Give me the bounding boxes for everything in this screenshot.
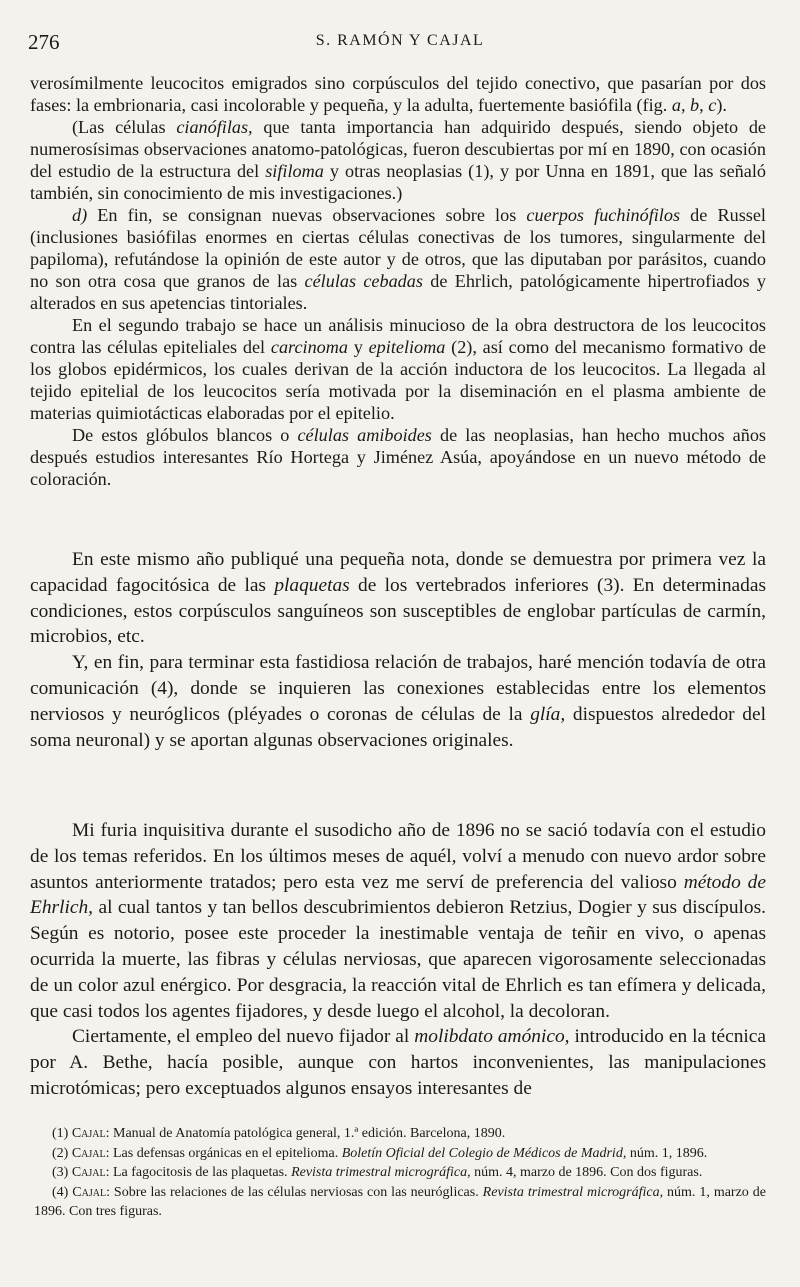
footnote: (1) Cajal: Manual de Anatomía patológica general, 1.ª edición. Barcelona, 1890. xyxy=(52,1126,506,1141)
paragraph: Y, en fin, para terminar esta fastidiosa relación de trabajos, haré mención todavía de otra comunicación (4), donde se inquieren las conexiones establecidas entre los elementos nerviosos y neuróglicos (pléyades o coronas de células de la glía, dispuestos alrededor del soma neuronal) y se aportan algunas observaciones originales. xyxy=(30,652,766,751)
paragraph: En el segundo trabajo se hace un análisis minucioso de la obra destructora de los leucocitos contra las células epiteliales del carcinoma y epitelioma (2), así como del mecanismo formativo de los globos epidérmicos, los cuales derivan de la acción inductora de los leucocitos. La llegada al tejido epitelial de los leucocitos sería motivada por la diseminación en el plasma ambiente de materias quimiotácticas elaboradas por el epitelio. xyxy=(30,315,766,423)
paragraph: Ciertamente, el empleo del nuevo fijador al molibdato amónico, introducido en la técnica por A. Bethe, hacía posible, aunque con hartos inconvenientes, las manipulaciones microtómicas; pero exceptuados algunos ensayos interesantes de xyxy=(30,1026,766,1099)
text-block-3 xyxy=(30,818,766,1102)
paragraph: d) En fin, se consignan nuevas observaciones sobre los cuerpos fuchinófilos de Russel (inclusiones basiófilas enormes en ciertas células conectivas de los tumores, singularmente del papiloma), refutándose la opinión de este autor y de otros, que las diputaban por parásitos, cuando no son otra cosa que granos de las células cebadas de Ehrlich, patológicamente hipertrofiados y alterados en sus apetencias tintoriales. xyxy=(30,205,766,313)
paragraph: Mi furia inquisitiva durante el susodicho año de 1896 no se sació todavía con el estudio de los temas referidos. En los últimos meses de aquél, volví a menudo con nuevo ardor sobre asuntos anteriormente tratados; pero esta vez me serví de preferencia del valioso método de Ehrlich, al cual tantos y tan bellos descubrimientos debieron Retzius, Dogier y sus discípulos. Según es notorio, posee este proceder la inestimable ventaja de teñir en vivo, o apenas ocurrida la muerte, las fibras y células nerviosas, que aparecen vigorosamente seleccionadas de un color azul enérgico. Por desgracia, la reacción vital de Ehrlich es tan efímera y delicada, que casi todos los agentes fijadores, y desde luego el alcohol, la decoloran. xyxy=(30,820,766,1022)
footnote: (3) Cajal: La fagocitosis de las plaquetas. Revista trimestral micrográfica, núm. 4, marzo de 1896. Con dos figuras. xyxy=(52,1165,703,1180)
running-head xyxy=(28,30,772,56)
footnote: (2) Cajal: Las defensas orgánicas en el epitelioma. Boletín Oficial del Colegio de Médicos de Madrid, núm. 1, 1896. xyxy=(52,1145,708,1161)
paragraph: (Las células cianófilas, que tanta importancia han adquirido después, siendo objeto de numerosísimas observaciones anatomo-patológicas, fueron descubiertas por mí en 1890, con ocasión del estudio de la estructura del sifiloma y otras neoplasias (1), y por Unna en 1891, que las señaló también, sin conocimiento de mis investigaciones.) xyxy=(30,117,767,203)
page-number: 276 xyxy=(28,30,60,54)
paragraph: De estos glóbulos blancos o células amiboides de las neoplasias, han hecho muchos años después estudios interesantes Río Hortega y Jiménez Asúa, apoyándose en un nuevo método de coloración. xyxy=(30,425,766,489)
footnotes xyxy=(34,1124,766,1222)
text-block-1 xyxy=(30,72,766,490)
paragraph: verosímilmente leucocitos emigrados sino corpúsculos del tejido conectivo, que pasarían por dos fases: la embrionaria, casi incolorable y pequeña, y la adulta, fuertemente basiófila (fig. a, b, c). xyxy=(30,73,766,115)
paragraph: En este mismo año publiqué una pequeña nota, donde se demuestra por primera vez la capacidad fagocitósica de las plaquetas de los vertebrados inferiores (3). En determinadas condiciones, estos corpúsculos sanguíneos son susceptibles de englobar partículas de carmín, microbios, etc. xyxy=(30,549,766,648)
running-title: S. RAMÓN Y CAJAL xyxy=(315,32,485,49)
footnote: (4) Cajal: Sobre las relaciones de las células nerviosas con las neuróglicas. Revista trimestral micrográfica, núm. 1, marzo de 1896. Con tres figuras. xyxy=(34,1184,766,1219)
text-block-2 xyxy=(30,547,766,753)
